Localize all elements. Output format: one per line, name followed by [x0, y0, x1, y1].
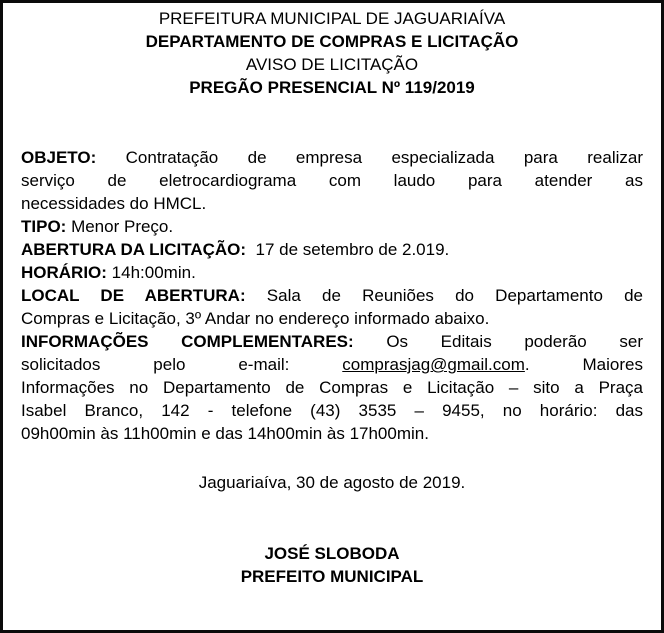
- informacoes-line-4: Isabel Branco, 142 - telefone (43) 3535 – 9455, no horário: das: [21, 401, 643, 420]
- abertura-value: 17 de setembro de 2.019.: [246, 240, 450, 259]
- informacoes-line-5: 09h00min às 11h00min e das 14h00min às 17h00min.: [21, 424, 429, 443]
- date-line: Jaguariaíva, 30 de agosto de 2019.: [198, 473, 466, 492]
- objeto-line-1: [21, 146, 643, 169]
- tipo-label: TIPO:: [21, 217, 67, 236]
- department-title: DEPARTAMENTO DE COMPRAS E LICITAÇÃO: [145, 32, 519, 51]
- signature-block: [21, 542, 643, 588]
- informacoes-label: INFORMAÇÕES COMPLEMENTARES:: [21, 332, 354, 351]
- objeto-label: OBJETO:: [21, 148, 97, 167]
- document-body: [21, 146, 643, 445]
- abertura-label: ABERTURA DA LICITAÇÃO:: [21, 240, 247, 259]
- notice-type-title: AVISO DE LICITAÇÃO: [245, 55, 419, 74]
- document-header: [21, 7, 643, 99]
- informacoes-line-3: Informações no Departamento de Compras e Licitação – sito a Praça: [21, 378, 643, 397]
- informacoes-text-1: Os Editais poderão ser: [353, 332, 643, 351]
- signer-title: PREFEITO MUNICIPAL: [240, 567, 424, 586]
- tipo-line: [21, 215, 643, 238]
- municipality-title: PREFEITURA MUNICIPAL DE JAGUARIAÍVA: [158, 9, 506, 28]
- local-line-2: Compras e Licitação, 3º Andar no endereço informado abaixo.: [21, 309, 490, 328]
- horario-line: [21, 261, 643, 284]
- signer-name: JOSÉ SLOBODA: [264, 544, 400, 563]
- informacoes-text-2b: . Maiores: [524, 355, 643, 374]
- local-line-1: [21, 284, 643, 307]
- objeto-text-1: Contratação de empresa especializada para realizar: [96, 148, 643, 167]
- local-label: LOCAL DE ABERTURA:: [21, 286, 246, 305]
- local-text-1: Sala de Reuniões do Departamento de: [245, 286, 643, 305]
- email-link[interactable]: comprasjag@gmail.com: [342, 355, 525, 374]
- informacoes-line-1: [21, 330, 643, 353]
- tipo-value: Menor Preço.: [66, 217, 174, 236]
- objeto-line-2: serviço de eletrocardiograma com laudo para atender as: [21, 171, 643, 190]
- informacoes-text-2a: solicitados pelo e-mail:: [21, 355, 343, 374]
- abertura-line: [21, 238, 643, 261]
- process-number-title: PREGÃO PRESENCIAL Nº 119/2019: [189, 78, 475, 97]
- horario-value: 14h:00min.: [106, 263, 196, 282]
- objeto-line-3: necessidades do HMCL.: [21, 194, 207, 213]
- horario-label: HORÁRIO:: [21, 263, 107, 282]
- informacoes-line-2: [21, 353, 643, 376]
